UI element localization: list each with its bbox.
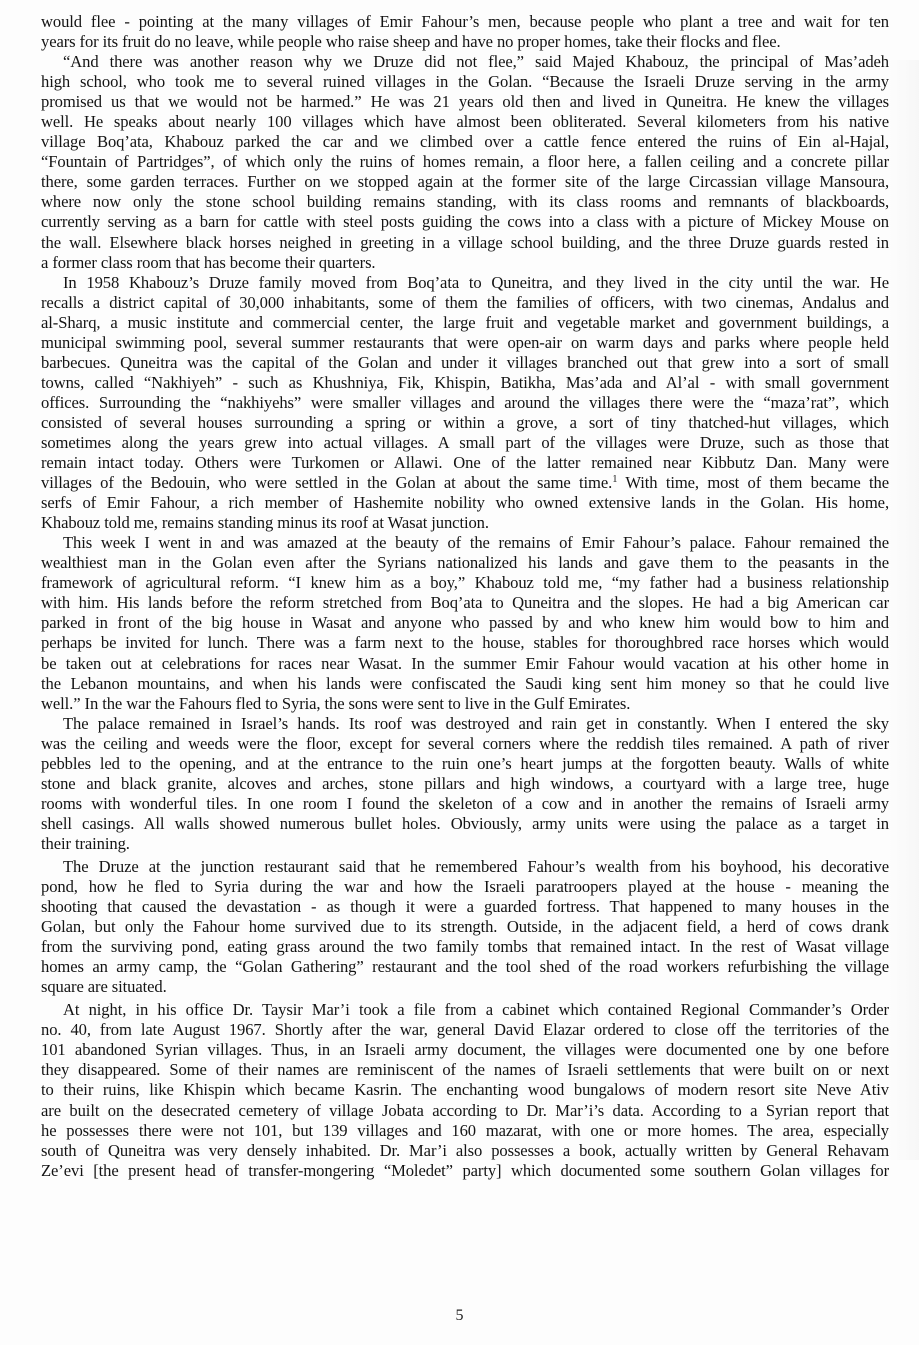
- text-segment: villages of the Bedouin, who were settled in the Golan at about the same time.: [41, 473, 613, 493]
- text-line: The palace remained in Israel’s hands. Its roof was destroyed and rain get in constantly. When I entered the sky: [63, 713, 889, 733]
- text-line: years for its fruit do no leave, while people who raise sheep and have no proper homes, take their flocks and flee.: [41, 32, 781, 52]
- text-line: sometimes along the years grew into actual villages. A small part of the villages were Druze, such as those that: [41, 432, 889, 452]
- text-line: offices. Surrounding the “nakhiyehs” were smaller villages and around the villages there were the “maza’rat”, which: [41, 392, 889, 412]
- paragraph-4: [41, 533, 889, 713]
- text-line: they disappeared. Some of their names are reminiscent of the names of Israeli settlements that were built on or next: [41, 1060, 889, 1080]
- text-line: pebbles led to the opening, and at the entrance to the ruin one’s heart jumps at the forgotten beauty. Walls of white: [41, 753, 889, 773]
- text-line: no. 40, from late August 1967. Shortly after the war, general David Elazar ordered to close off the territories of the: [41, 1020, 889, 1040]
- text-line: square are situated.: [41, 977, 167, 997]
- body-text: [41, 12, 889, 1181]
- text-line: “Fountain of Partridges”, of which only the ruins of homes remain, a floor here, a fallen ceiling and a concrete pillar: [41, 152, 889, 172]
- text-line: he possesses there were not 101, but 139 villages and 160 mazarat, with one or more homes. The area, especially: [41, 1120, 889, 1140]
- text-line: was the ceiling and weeds were the floor, except for several corners where the reddish tiles remained. A path of river: [41, 733, 889, 753]
- show-through-shadow: [889, 60, 919, 1160]
- text-line: pond, how he fled to Syria during the war and how the Israeli paratroopers played at the house - meaning the: [41, 877, 889, 897]
- text-line: a former class room that has become their quarters.: [41, 252, 376, 272]
- text-line: parked in front of the big house in Wasat and anyone who passed by and who knew him would bow to him and: [41, 613, 889, 633]
- text-line: Ze’evi [the present head of transfer-mongering “Moledet” party] which documented some southern Golan villages for: [41, 1160, 889, 1180]
- text-line: towns, called “Nakhiyeh” - such as Khushniya, Fik, Khispin, Batikha, Mas’ada and Al’al - with small government: [41, 372, 889, 392]
- text-line: would flee - pointing at the many villages of Emir Fahour’s men, because people who plant a tree and wait for ten: [41, 12, 889, 31]
- text-line: village Boq’ata, Khabouz parked the car and we climbed over a cattle fence entered the ruins of Ein al-Hajal,: [41, 132, 889, 152]
- text-line: perhaps be invited for lunch. There was a farm next to the house, stables for thoroughbred race horses which would: [41, 633, 889, 653]
- text-line: to their ruins, like Khispin which became Kasrin. The enchanting wood bungalows of modern resort site Neve Ativ: [41, 1080, 889, 1100]
- paragraph-1: [41, 12, 889, 52]
- paragraph-7: [41, 1000, 889, 1180]
- text-line: from the surviving pond, eating grass around the two family tombs that remained intact. In the rest of Wasat village: [41, 937, 889, 957]
- text-line: framework of agricultural reform. “I knew him as a boy,” Khabouz told me, “my father had a business relationship: [41, 573, 889, 593]
- text-line: consisted of several houses surrounding a spring or within a grove, a sort of tiny thatched-hut villages, which: [41, 412, 889, 432]
- text-line: “And there was another reason why we Druze did not flee,” said Majed Khabouz, the principal of Mas’adeh: [63, 52, 889, 72]
- text-line: shell casings. All walls showed numerous bullet holes. Obviously, army units were using the palace as a target in: [41, 813, 889, 833]
- text-line: stone and black granite, alcoves and arches, stone pillars and high windows, a courtyard with a large tree, huge: [41, 773, 889, 793]
- text-line: well.” In the war the Fahours fled to Syria, the sons were sent to live in the Gulf Emirates.: [41, 693, 631, 713]
- text-line: shooting that caused the devastation - as though it were a guarded fortress. That happened to many houses in the: [41, 897, 889, 917]
- text-line-with-footnote: [41, 473, 889, 493]
- text-line: promised us that we would not be harmed.” He was 21 years old then and lived in Quneitra. He knew the villages: [41, 92, 889, 112]
- text-line: 101 abandoned Syrian villages. Thus, in an Israeli army document, the villages were documented one by one before: [41, 1040, 889, 1060]
- text-line: remain intact today. Others were Turkomen or Allawi. One of the latter remained near Kibbutz Dan. Many were: [41, 453, 889, 473]
- text-line: south of Quneitra was very densely inhabited. Dr. Mar’i also possesses a book, actually written by General Rehavam: [41, 1140, 889, 1160]
- text-line: rooms with wonderful tiles. In one room I found the skeleton of a cow and in another the remains of Israeli army: [41, 793, 889, 813]
- text-line: the Lebanon mountains, and when his lands were confiscated the Saudi king sent him money so that he could live: [41, 673, 889, 693]
- text-line: recalls a district capital of 30,000 inhabitants, some of them the families of officers, with two cinemas, Andalus and: [41, 292, 889, 312]
- text-line: with him. His lands before the reform stretched from Boq’ata to Quneitra and the slopes. He had a big American car: [41, 593, 889, 613]
- text-line: are built on the desecrated cemetery of village Jobata according to Dr. Mar’i’s data. According to a Syrian report that: [41, 1100, 889, 1120]
- text-line: At night, in his office Dr. Taysir Mar’i took a file from a cabinet which contained Regional Commander’s Order: [63, 1000, 889, 1020]
- text-line: Golan, but only the Fahour home survived due to its strength. Outside, in the adjacent field, a herd of cows drank: [41, 917, 889, 937]
- text-line: well. He speaks about nearly 100 villages which have almost been obliterated. Several kilometers from his native: [41, 112, 889, 132]
- text-line: currently serving as a barn for cattle with steel posts guiding the cows into a class with a picture of Mickey Mouse on: [41, 212, 889, 232]
- paragraph-3: [41, 273, 889, 534]
- text-line: where now only the stone school building remains standing, with its class rooms and remnants of blackboards,: [41, 192, 889, 212]
- text-line: high school, who took me to several ruined villages in the Golan. “Because the Israeli Druze serving in the army: [41, 72, 889, 92]
- paragraph-6: [41, 857, 889, 997]
- text-line: barbecues. Quneitra was the capital of the Golan and under it villages branched out that grew into a sort of small: [41, 352, 889, 372]
- text-line: there, some garden terraces. Further on we stopped again at the former site of the large Circassian village Mansoura,: [41, 172, 889, 192]
- text-line: al-Sharq, a music institute and commercial center, the large fruit and vegetable market and government buildings, a: [41, 312, 889, 332]
- footnote-marker[interactable]: 1: [612, 474, 618, 486]
- text-line: municipal swimming pool, several summer restaurants that were open-air on warm days and parks where people held: [41, 332, 889, 352]
- text-line: Khabouz told me, remains standing minus its roof at Wasat junction.: [41, 513, 489, 533]
- paragraph-5: [41, 714, 889, 854]
- text-line: serfs of Emir Fahour, a rich member of Hashemite nobility who owned extensive lands in the Golan. His home,: [41, 493, 889, 513]
- text-line: In 1958 Khabouz’s Druze family moved from Boq’ata to Quneitra, and they lived in the city until the war. He: [63, 272, 889, 292]
- text-line: homes an army camp, the “Golan Gathering” restaurant and the tool shed of the road workers refurbishing the village: [41, 957, 889, 977]
- text-line: This week I went in and was amazed at the beauty of the remains of Emir Fahour’s palace. Fahour remained the: [63, 533, 889, 553]
- text-line: the wall. Elsewhere black horses neighed in greeting in a village school building, and the three Druze guards rested in: [41, 232, 889, 252]
- paragraph-2: [41, 52, 889, 273]
- text-line: their training.: [41, 833, 130, 853]
- text-line: The Druze at the junction restaurant said that he remembered Fahour’s wealth from his boyhood, his decorative: [63, 856, 889, 876]
- text-line: wealthiest man in the Golan even after the Syrians nationalized his lands and gave them to the peasants in the: [41, 553, 889, 573]
- page-number: 5: [455, 1307, 464, 1324]
- text-line: be taken out at celebrations for races near Wasat. In the summer Emir Fahour would vacation at his other home in: [41, 653, 889, 673]
- text-segment: With time, most of them became the: [617, 473, 889, 493]
